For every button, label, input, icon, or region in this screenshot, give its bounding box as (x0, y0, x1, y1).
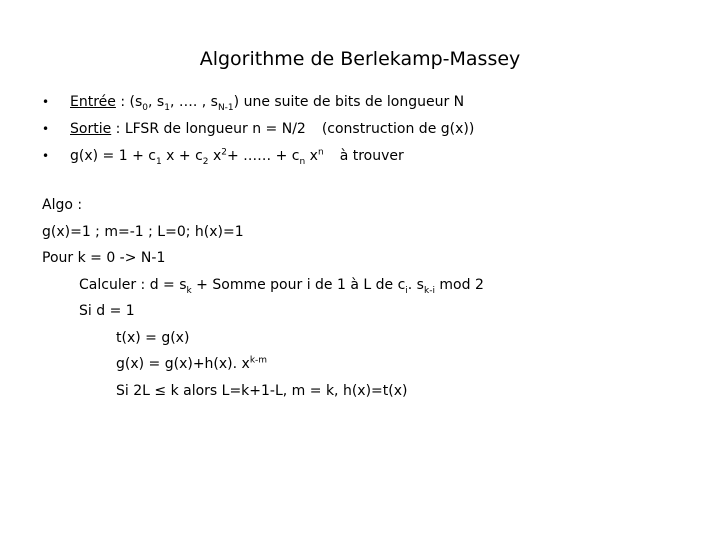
entree-part: : (s (115, 94, 143, 110)
gx-part: + …… + c (227, 148, 300, 164)
algo-line-tx: t(x) = g(x) (116, 329, 190, 346)
sortie-label: Sortie (70, 121, 112, 137)
gx-sub: n (299, 156, 306, 167)
entree-sub: 0 (142, 102, 148, 113)
bullet-dot: • (42, 149, 50, 163)
sortie-part: : LFSR de longueur n = N/2 (111, 121, 306, 137)
gx-part: x + c (161, 148, 203, 164)
gx-sub: 1 (155, 156, 162, 167)
calc-part: . s (407, 276, 424, 293)
calc-part: + Somme pour i de 1 à L de c (191, 276, 406, 293)
entree-sub: 1 (164, 102, 170, 113)
entree-label: Entrée (70, 94, 116, 110)
calc-part: Calculer : d = s (79, 276, 187, 293)
algo-line-si-d: Si d = 1 (79, 303, 135, 319)
gx-part: à trouver (339, 148, 404, 164)
calc-sub: i (405, 285, 408, 296)
gx-update-part: g(x) = g(x)+h(x). x (116, 356, 250, 372)
gx-sub: 2 (202, 156, 209, 167)
entree-part: , s (148, 94, 165, 110)
calc-sub: k (186, 285, 192, 296)
calc-sub: k-i (423, 285, 435, 296)
gx-part: x (305, 148, 318, 164)
algo-line-si-2l: Si 2L ≤ k alors L=k+1-L, m = k, h(x)=t(x) (116, 382, 408, 399)
gx-part: g(x) = 1 + c (70, 148, 156, 164)
sortie-text (70, 117, 474, 141)
algorithm-block (42, 193, 484, 405)
gx-sup: 2 (221, 147, 227, 158)
slide-title: Algorithme de Berlekamp-Massey (199, 48, 521, 70)
calc-part: mod 2 (434, 276, 484, 293)
algo-line-calculer (42, 273, 484, 300)
entree-part: ) une suite de bits de longueur N (233, 94, 465, 110)
bullet-dot: • (42, 122, 50, 136)
bullet-dot: • (42, 95, 50, 109)
gx-text (70, 144, 404, 168)
algo-line-heading: Algo : (42, 197, 83, 213)
entree-text (70, 90, 464, 114)
gx-part: x (208, 148, 222, 164)
algo-line-loop: Pour k = 0 -> N-1 (42, 250, 166, 266)
gx-sup: n (317, 147, 324, 158)
entree-sub: N-1 (217, 102, 234, 113)
sortie-part: (construction de g(x)) (321, 121, 475, 137)
algo-line-init: g(x)=1 ; m=-1 ; L=0; h(x)=1 (42, 223, 244, 240)
gx-update-sup: k-m (249, 355, 268, 366)
entree-part: , …. , s (169, 94, 218, 110)
algo-line-gx-update (42, 352, 484, 379)
